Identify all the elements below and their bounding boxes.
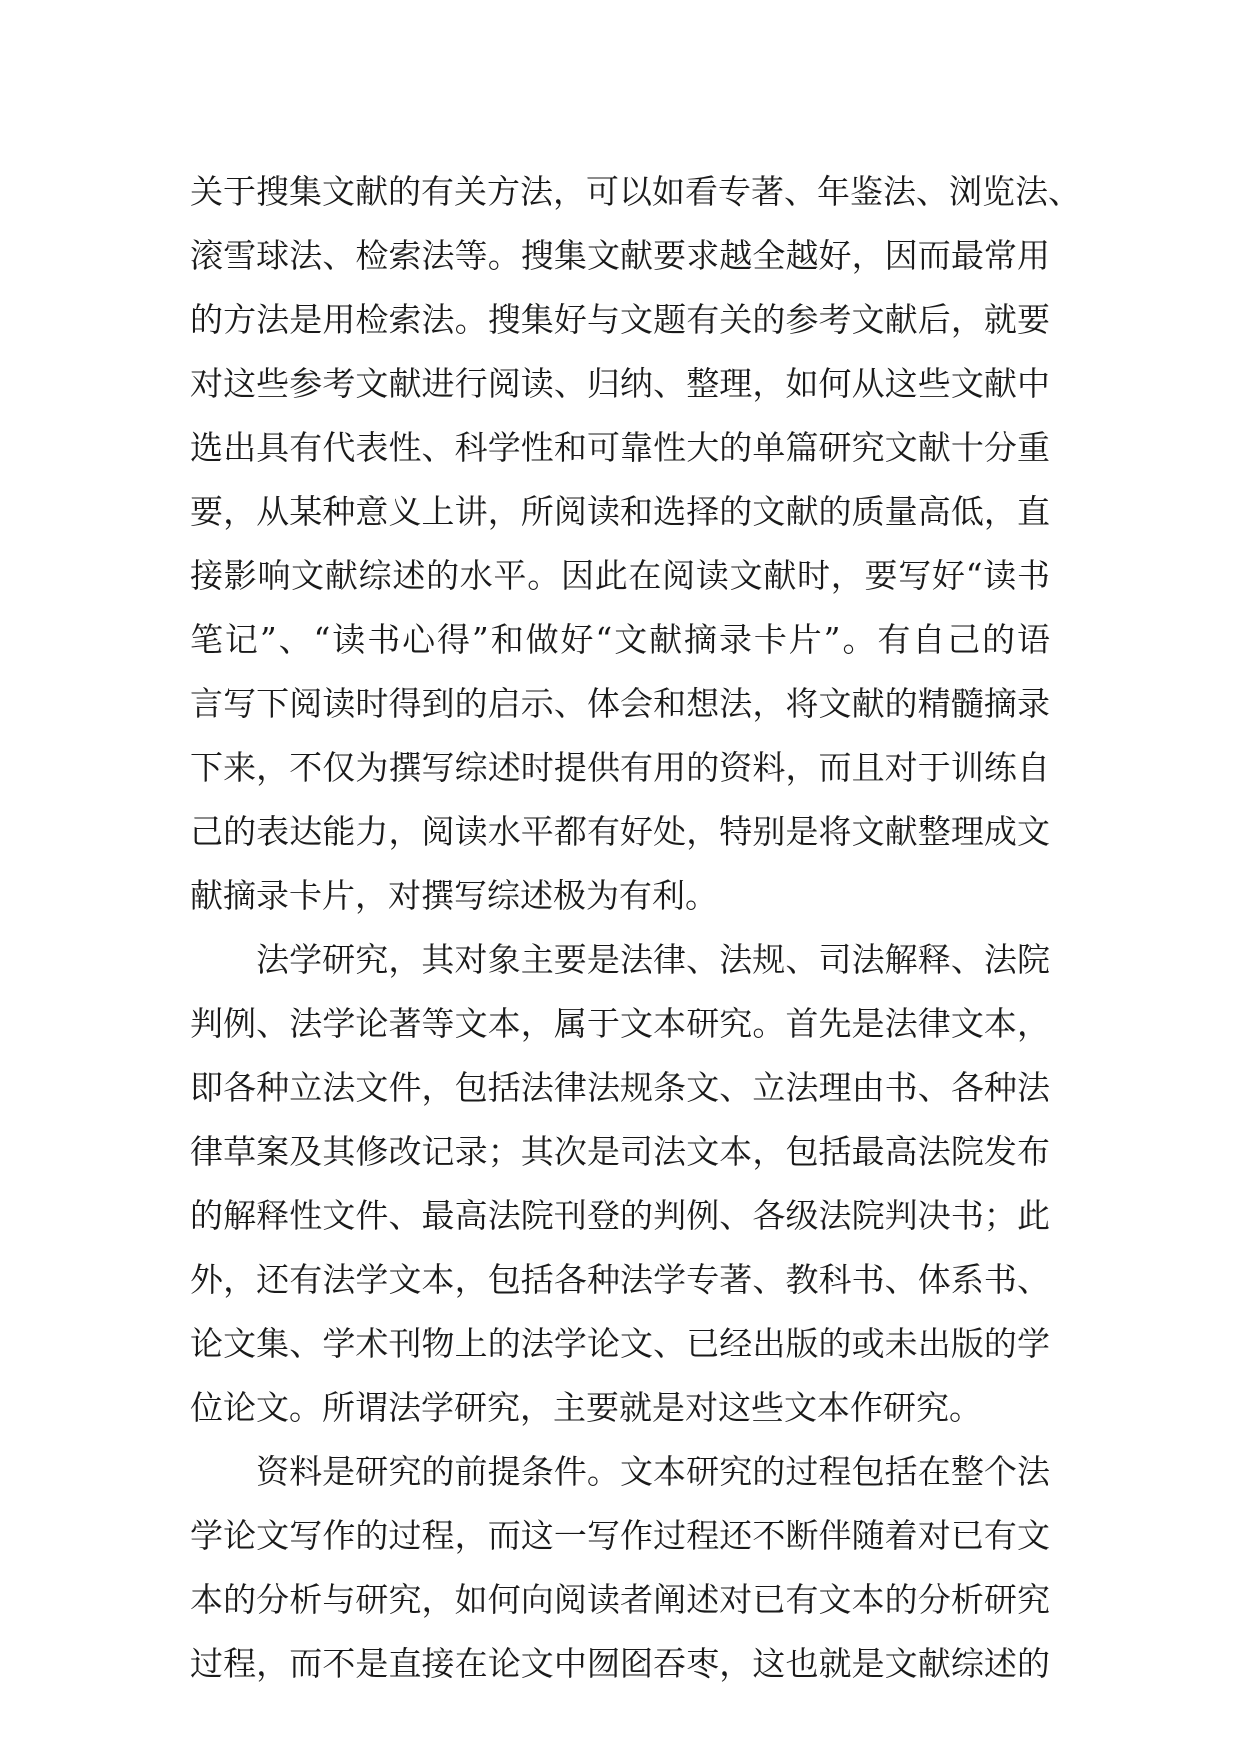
text-line: 即各种立法文件，包括法律法规条文、立法理由书、各种法 xyxy=(190,1068,1050,1107)
text-line: 选出具有代表性、科学性和可靠性大的单篇研究文献十分重 xyxy=(190,428,1050,467)
text-line: 接影响文献综述的水平。因此在阅读文献时，要写好“读书 xyxy=(190,556,1050,595)
paragraph-3 xyxy=(190,1440,1050,1696)
text-line: 过程，而不是直接在论文中囫囵吞枣，这也就是文献综述的 xyxy=(190,1644,1050,1683)
text-line: 律草案及其修改记录；其次是司法文本，包括最高法院发布 xyxy=(190,1132,1050,1171)
text-line: 下来，不仅为撰写综述时提供有用的资料，而且对于训练自 xyxy=(190,748,1050,787)
text-line: 己的表达能力，阅读水平都有好处，特别是将文献整理成文 xyxy=(190,812,1050,851)
text-line: 论文集、学术刊物上的法学论文、已经出版的或未出版的学 xyxy=(190,1324,1050,1363)
text-line: 判例、法学论著等文本，属于文本研究。首先是法律文本， xyxy=(190,1004,1050,1043)
text-line: 笔记”、“读书心得”和做好“文献摘录卡片”。有自己的语 xyxy=(190,620,1050,659)
text-line: 位论文。所谓法学研究，主要就是对这些文本作研究。 xyxy=(190,1388,982,1427)
text-line: 对这些参考文献进行阅读、归纳、整理，如何从这些文献中 xyxy=(190,364,1050,403)
text-line: 的方法是用检索法。搜集好与文题有关的参考文献后，就要 xyxy=(190,300,1050,339)
text-line: 学论文写作的过程，而这一写作过程还不断伴随着对已有文 xyxy=(190,1516,1050,1555)
paragraph-2 xyxy=(190,928,1050,1440)
text-line: 的解释性文件、最高法院刊登的判例、各级法院判决书；此 xyxy=(190,1196,1050,1235)
body-text xyxy=(190,160,1081,1696)
paragraph-1 xyxy=(190,160,1081,928)
text-line: 外，还有法学文本，包括各种法学专著、教科书、体系书、 xyxy=(190,1260,1050,1299)
text-line: 要，从某种意义上讲，所阅读和选择的文献的质量高低，直 xyxy=(190,492,1050,531)
text-line: 本的分析与研究，如何向阅读者阐述对已有文本的分析研究 xyxy=(190,1580,1050,1619)
text-line: 言写下阅读时得到的启示、体会和想法，将文献的精髓摘录 xyxy=(190,684,1050,723)
text-line: 法学研究，其对象主要是法律、法规、司法解释、法院 xyxy=(256,940,1050,979)
text-line: 献摘录卡片，对撰写综述极为有利。 xyxy=(190,876,718,915)
text-line: 关于搜集文献的有关方法，可以如看专著、年鉴法、浏览法、 xyxy=(190,172,1081,211)
text-line: 滚雪球法、检索法等。搜集文献要求越全越好，因而最常用 xyxy=(190,236,1050,275)
text-line: 资料是研究的前提条件。文本研究的过程包括在整个法 xyxy=(256,1452,1050,1491)
